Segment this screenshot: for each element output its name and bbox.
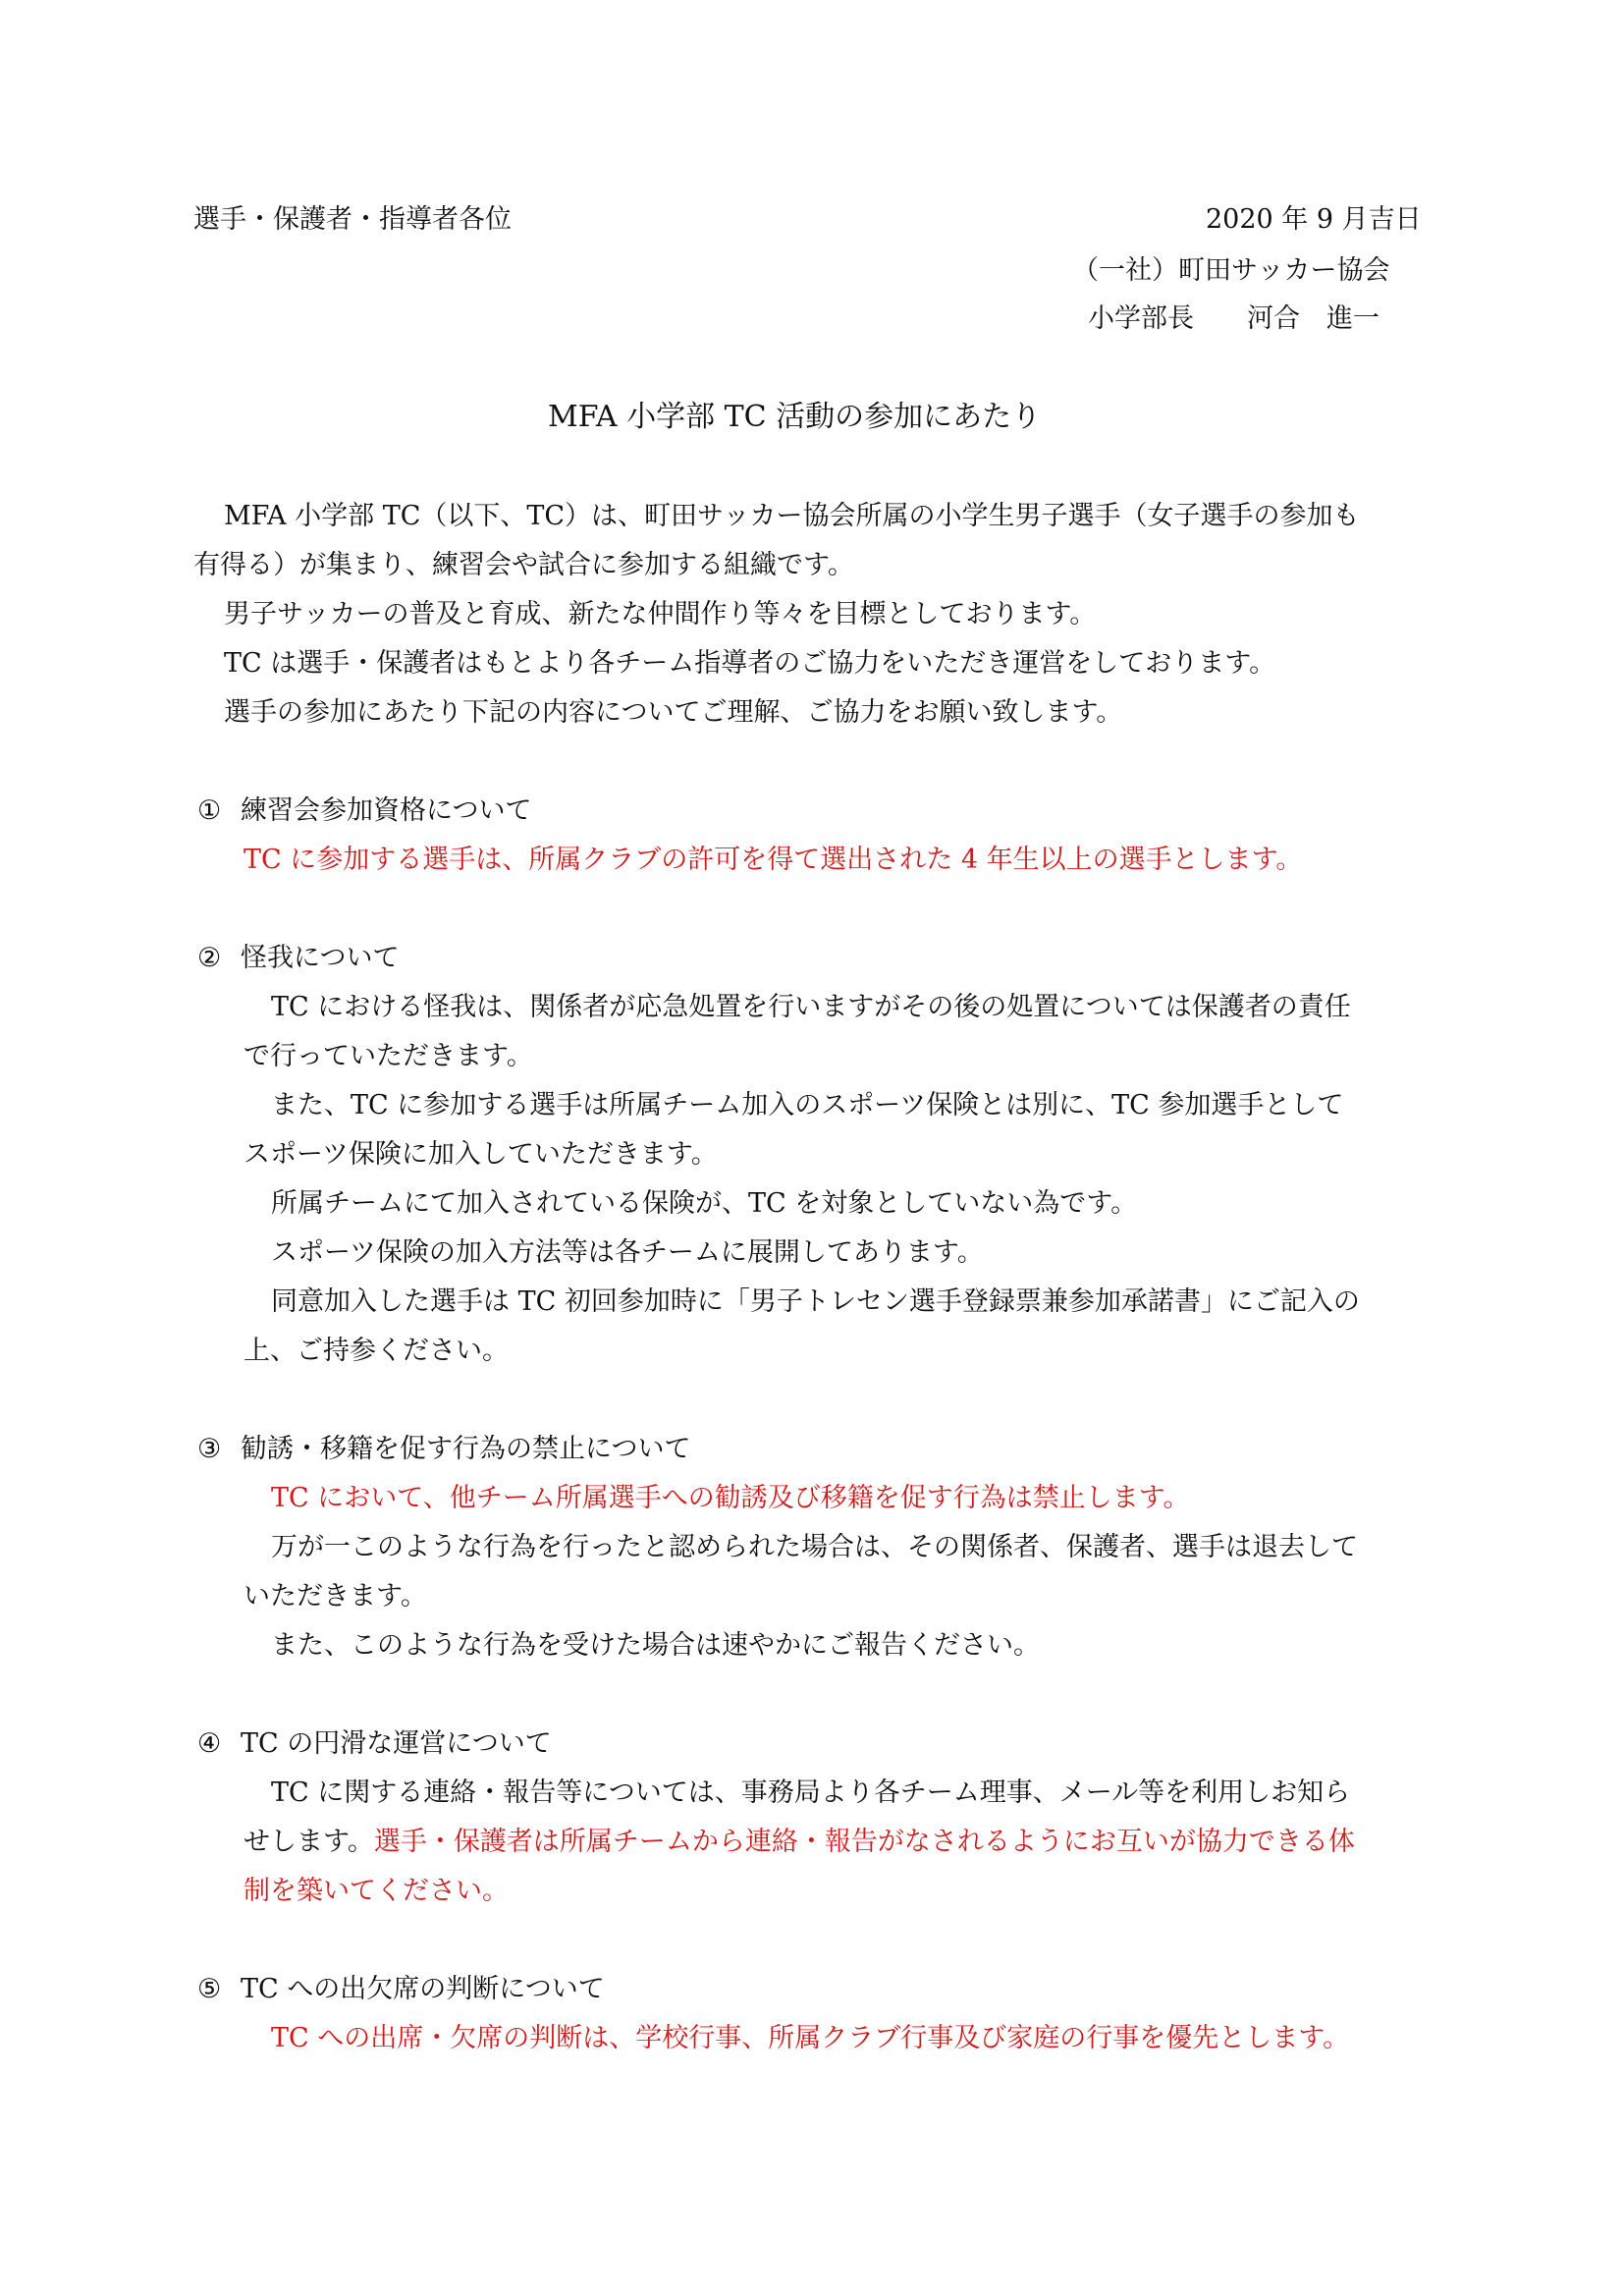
intro-line-3: 男子サッカーの普及と育成、新たな仲間作り等々を目標としております。	[224, 599, 1097, 629]
section-4-line-2-black: せします。	[243, 1827, 374, 1857]
section-2-number: ②	[197, 943, 222, 973]
section-2-heading	[197, 945, 399, 971]
section-3-title: 勧誘・移籍を促す行為の禁止について	[241, 1434, 691, 1464]
section-4-line-2-red: 選手・保護者は所属チームから連絡・報告がなされるようにお互いが協力できる体	[373, 1827, 1355, 1857]
section-1-heading	[197, 797, 531, 824]
section-2-line-5: 所属チームにて加入されている保険が、TC を対象としていない為です。	[271, 1188, 1138, 1219]
author: 小学部長 河合 進一	[1088, 303, 1380, 334]
section-3-line-1: 万が一このような行為を行ったと認められた場合は、その関係者、保護者、選手は退去して	[271, 1532, 1358, 1562]
section-3-line-3: また、このような行為を受けた場合は速やかにご報告ください。	[271, 1630, 1040, 1661]
section-5-number: ⑤	[197, 1974, 222, 2004]
section-3-number: ③	[197, 1434, 222, 1464]
intro-line-2: 有得る）が集まり、練習会や試合に参加する組織です。	[193, 550, 854, 580]
section-3-line-2: いただきます。	[243, 1581, 427, 1612]
section-3-red-text: TC において、他チーム所属選手への勧誘及び移籍を促す行為は禁止します。	[271, 1483, 1190, 1513]
section-2-line-7: 同意加入した選手は TC 初回参加時に「男子トレセン選手登録票兼参加承諾書」にご記入の	[271, 1286, 1360, 1317]
section-2-line-2: で行っていただきます。	[243, 1041, 533, 1071]
section-2-line-1: TC における怪我は、関係者が応急処置を行いますがその後の処置については保護者の責任	[271, 992, 1351, 1022]
section-4-heading	[197, 1730, 552, 1757]
section-2-line-3: また、TC に参加する選手は所属チーム加入のスポーツ保険とは別に、TC 参加選手として	[271, 1090, 1344, 1121]
section-2-line-6: スポーツ保険の加入方法等は各チームに展開してあります。	[271, 1237, 984, 1268]
issue-date: 2020 年 9 月吉日	[1206, 204, 1422, 235]
section-4-number: ④	[197, 1728, 222, 1759]
document-title: MFA 小学部 TC 活動の参加にあたり	[548, 400, 1042, 434]
recipients: 選手・保護者・指導者各位	[193, 204, 512, 235]
intro-line-4: TC は選手・保護者はもとより各チーム指導者のご協力をいただき運営をしております。	[224, 648, 1276, 679]
section-5-red-text: TC への出席・欠席の判断は、学校行事、所属クラブ行事及び家庭の行事を優先とします。	[271, 2023, 1350, 2053]
section-1-number: ①	[197, 795, 222, 826]
section-5-title: TC への出欠席の判断について	[241, 1974, 605, 2004]
section-4-line-1: TC に関する連絡・報告等については、事務局より各チーム理事、メール等を利用しお知ら	[271, 1777, 1351, 1808]
section-4-line-2	[243, 1829, 1355, 1855]
section-2-title: 怪我について	[241, 943, 400, 973]
section-5-heading	[197, 1976, 605, 2002]
section-1-title: 練習会参加資格について	[241, 795, 532, 826]
intro-line-5: 選手の参加にあたり下記の内容についてご理解、ご協力をお願い致します。	[224, 697, 1123, 728]
section-4-title: TC の円滑な運営について	[241, 1728, 552, 1759]
section-3-heading	[197, 1436, 690, 1462]
organization: （一社）町田サッカー協会	[1072, 255, 1390, 286]
section-2-line-4: スポーツ保険に加入していただきます。	[243, 1139, 718, 1170]
section-2-line-8: 上、ご持参ください。	[243, 1336, 509, 1366]
section-1-red-text: TC に参加する選手は、所属クラブの許可を得て選出された 4 年生以上の選手とします。	[243, 845, 1303, 875]
intro-line-1: MFA 小学部 TC（以下、TC）は、町田サッカー協会所属の小学生男子選手（女子選手の参加も	[224, 501, 1360, 531]
section-4-line-3-red: 制を築いてください。	[243, 1876, 509, 1906]
